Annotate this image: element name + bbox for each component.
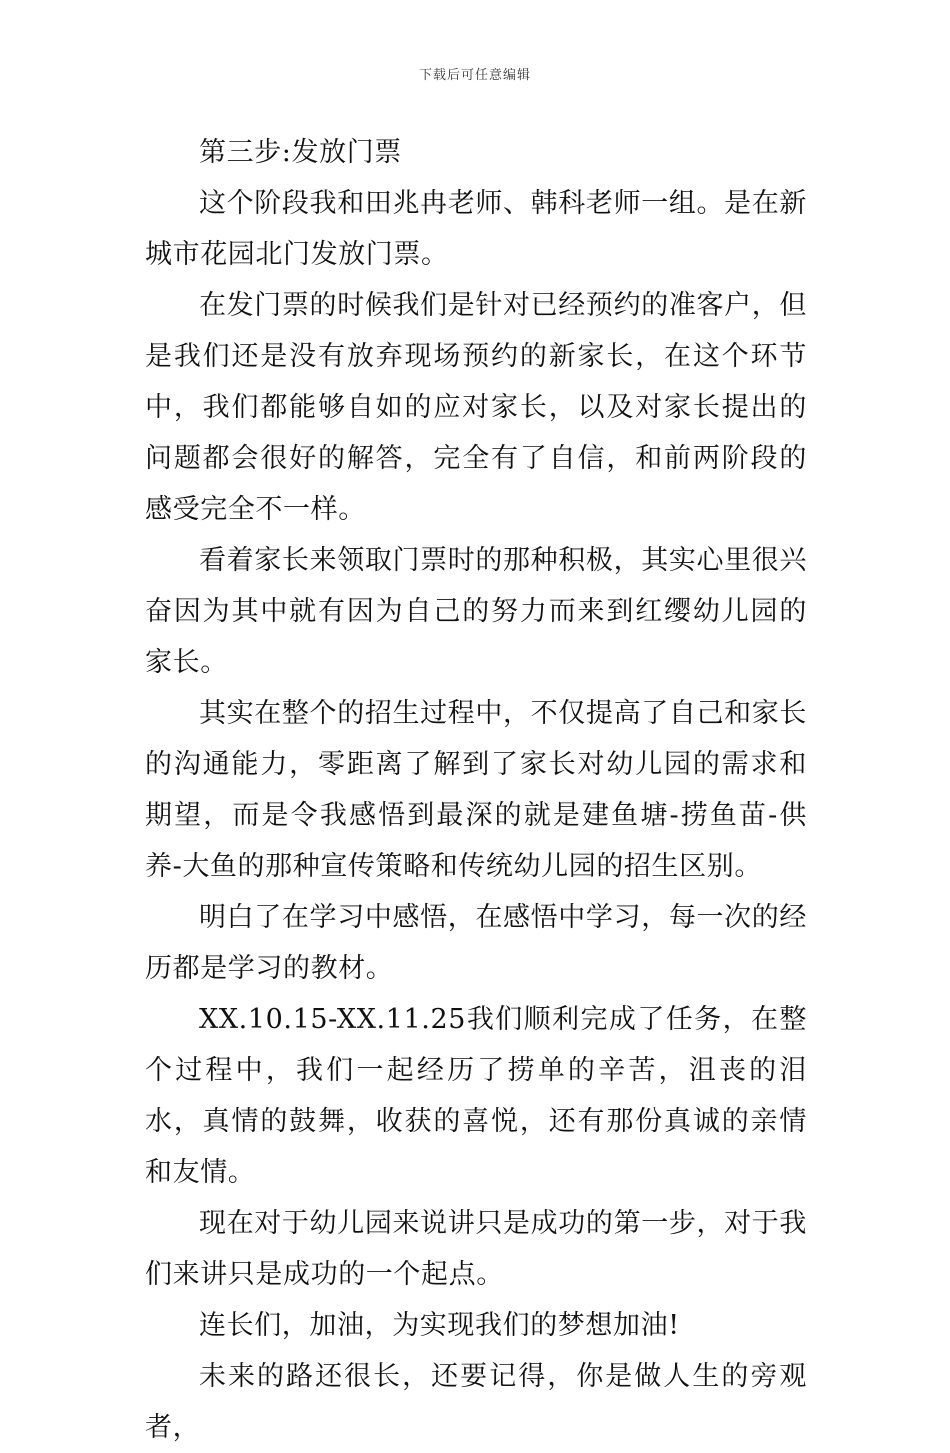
document-body (145, 127, 807, 1453)
page-header: 下载后可任意编辑 (418, 68, 531, 83)
paragraph: 现在对于幼儿园来说讲只是成功的第一步，对于我们来讲只是成功的一个起点。 (145, 1208, 807, 1290)
paragraph: 未来的路还很长，还要记得，你是做人生的旁观者， (145, 1361, 807, 1443)
paragraph: 在发门票的时候我们是针对已经预约的准客户，但是我们还是没有放弃现场预约的新家长，在这个环节中，我们都能够自如的应对家长，以及对家长提出的问题都会很好的解答，完全有了自信，和前两阶段的感受完全不一样。 (145, 290, 807, 525)
section-heading: 第三步:发放门票 (199, 137, 402, 168)
paragraph: 这个阶段我和田兆冉老师、韩科老师一组。是在新城市花园北门发放门票。 (145, 188, 807, 270)
paragraph: 连长们，加油，为实现我们的梦想加油! (199, 1310, 680, 1341)
paragraph: 看着家长来领取门票时的那种积极，其实心里很兴奋因为其中就有因为自己的努力而来到红缨幼儿园的家长。 (145, 545, 807, 678)
paragraph: 其实在整个的招生过程中，不仅提高了自己和家长的沟通能力，零距离了解到了家长对幼儿园的需求和期望，而是令我感悟到最深的就是建鱼塘-捞鱼苗-供养-大鱼的那种宣传策略和传统幼儿园的招生区别。 (145, 698, 807, 882)
paragraph: 明白了在学习中感悟，在感悟中学习，每一次的经历都是学习的教材。 (145, 902, 807, 984)
paragraph: XX.10.15-XX.11.25我们顺利完成了任务，在整个过程中，我们一起经历了捞单的辛苦，沮丧的泪水，真情的鼓舞，收获的喜悦，还有那份真诚的亲情和友情。 (145, 1004, 807, 1188)
